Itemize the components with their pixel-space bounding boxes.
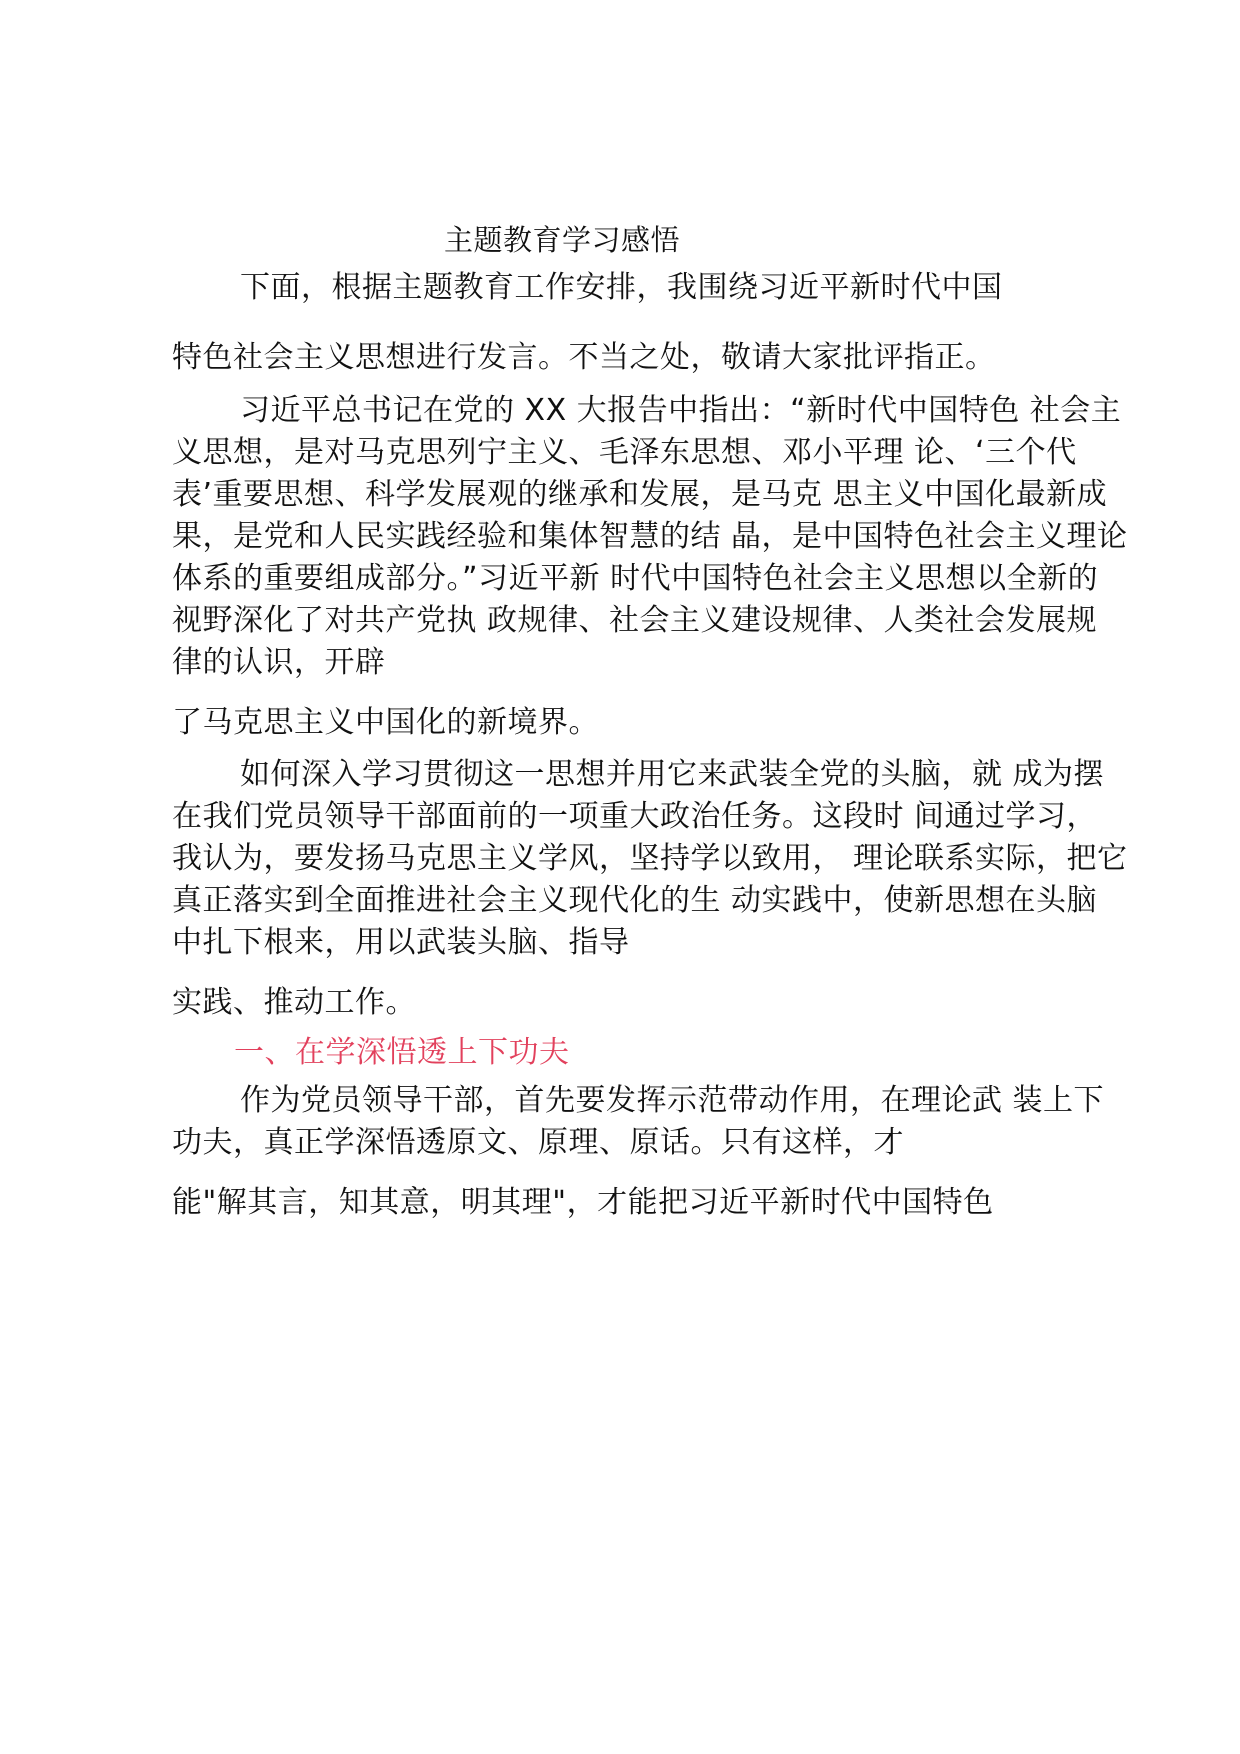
paragraph-line: 特色社会主义思想进行发言。不当之处，敬请大家批评指正。 (172, 340, 996, 375)
paragraph-line: 视野深化了对共产党执 政规律、社会主义建设规律、人类社会发展规 (172, 603, 1098, 638)
paragraph-line: 义思想，是对马克思列宁主义、毛泽东思想、邓小平理 论、‘三个代 (172, 435, 1077, 470)
paragraph-line: 下面，根据主题教育工作安排，我围绕习近平新时代中国 (240, 270, 1003, 305)
document-title: 主题教育学习感悟 (444, 223, 681, 257)
paragraph-line: 体系的重要组成部分。”习近平新 时代中国特色社会主义思想以全新的 (172, 561, 1099, 596)
paragraph-line: 果，是党和人民实践经验和集体智慧的结 晶，是中国特色社会主义理论 (172, 519, 1128, 554)
section-heading: 一、在学深悟透上下功夫 (234, 1035, 570, 1070)
paragraph-line: 律的认识，开辟 (172, 645, 386, 680)
paragraph-line: 真正落实到全面推进社会主义现代化的生 动实践中，使新思想在头脑 (172, 883, 1098, 918)
paragraph-line: 功夫，真正学深悟透原文、原理、原话。只有这样，才 (172, 1125, 904, 1160)
paragraph-line: 了马克思主义中国化的新境界。 (172, 705, 599, 740)
paragraph-line: 能"解其言，知其意，明其理"，才能把习近平新时代中国特色 (172, 1185, 994, 1220)
paragraph-line: 中扎下根来，用以武装头脑、指导 (172, 925, 630, 960)
paragraph-line: 在我们党员领导干部面前的一项重大政治任务。这段时 间通过学习， (172, 799, 1098, 834)
paragraph-line: 表’重要思想、科学发展观的继承和发展，是马克 思主义中国化最新成 (172, 477, 1108, 512)
paragraph-line: 作为党员领导干部，首先要发挥示范带动作用，在理论武 装上下 (240, 1083, 1105, 1118)
paragraph-line: 我认为，要发扬马克思主义学风，坚持学以致用， 理论联系实际，把它 (172, 841, 1128, 876)
paragraph-line: 实践、推动工作。 (172, 985, 416, 1020)
paragraph-line: 如何深入学习贯彻这一思想并用它来武装全党的头脑，就 成为摆 (240, 757, 1105, 792)
paragraph-line: 习近平总书记在党的 XX 大报告中指出：“新时代中国特色 社会主 (240, 393, 1122, 428)
